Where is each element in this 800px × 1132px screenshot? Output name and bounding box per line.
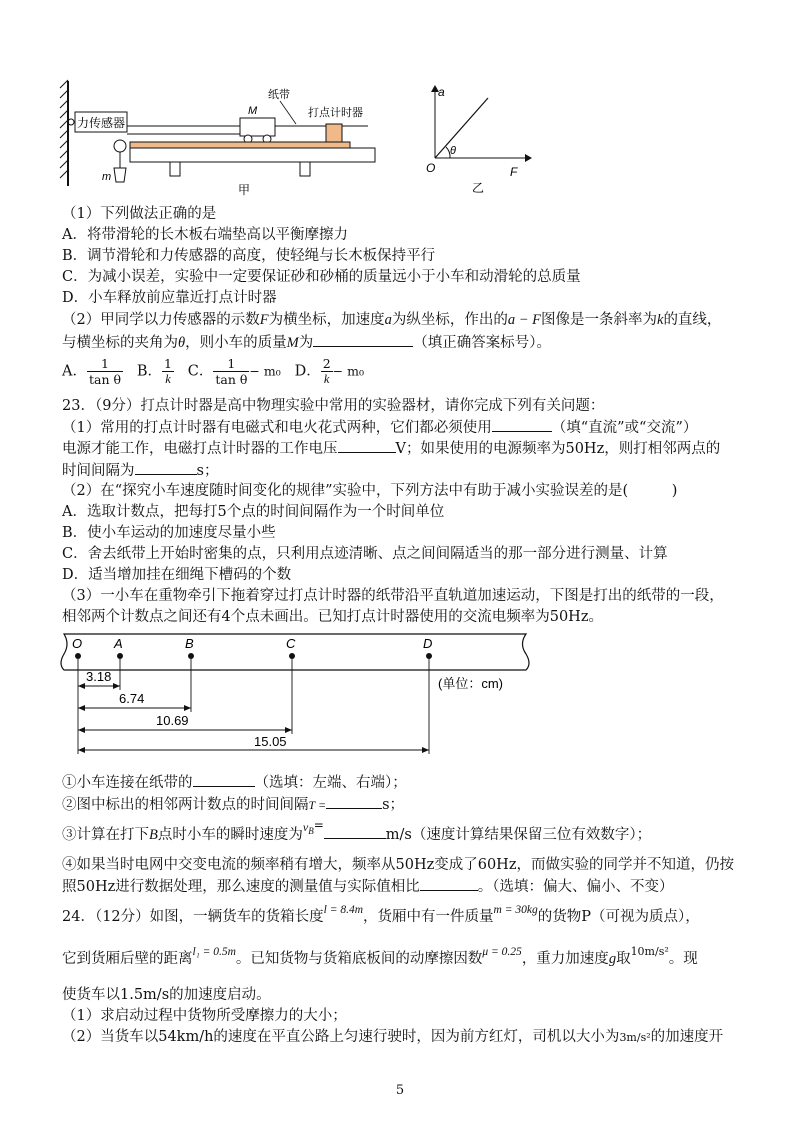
force-sensor-label: 力传感器	[76, 116, 126, 130]
tape-point-d: D	[423, 636, 433, 651]
blank-period[interactable]	[326, 794, 382, 809]
option-d-fraction: $\frac{2}{k}$	[322, 356, 331, 386]
cart	[240, 118, 275, 136]
q24-part1: （1）求启动过程中货物所受摩擦力的大小；	[62, 1008, 347, 1024]
tape-dist-od: 15.05	[254, 734, 287, 749]
figure-jia	[58, 76, 388, 201]
tape-point-c: C	[286, 636, 296, 651]
q23-part1-line3: 时间间隔为 s；	[62, 460, 218, 481]
q23-sub4-line2: 照50Hz进行数据处理，那么速度的测量值与实际值相比 。（选填：偏大、偏小、不变）	[62, 876, 673, 897]
blank-voltage[interactable]	[338, 438, 396, 453]
page-number: 5	[395, 1083, 405, 1098]
q22-part2-line2: 与横坐标的夹角为θ，则小车的质量M为 （填正确答案标号）。	[62, 332, 551, 353]
figure-yi	[420, 80, 540, 200]
tape-dist-oa: 3.18	[86, 669, 112, 684]
option-a-fraction: $\frac{1}{\text{tan θ}}$	[88, 356, 122, 387]
tape-dist-oc: 10.69	[156, 713, 189, 728]
q23-part2-d: D．适当增加挂在细绳下槽码的个数	[62, 567, 292, 583]
q22-option-d: D．小车释放前应靠近打点计时器	[62, 290, 277, 306]
q23-part3-line2: 相邻两个计数点之间还有4个点未画出。已知打点计时器使用的交流电频率为50Hz。	[62, 609, 603, 625]
tape-point-a: A	[114, 636, 123, 651]
paper-tape-figure	[56, 628, 536, 756]
y-axis-label: a	[438, 85, 445, 99]
tape-unit: (单位：cm)	[438, 676, 503, 691]
angle-label: θ	[450, 145, 456, 157]
q22-option-b: B．调节滑轮和力传感器的高度，使轻绳与长木板保持平行	[62, 248, 436, 264]
figure-yi-caption: 乙	[472, 181, 485, 195]
blank-tape-end[interactable]	[193, 772, 255, 787]
answer-blank[interactable]	[313, 332, 413, 347]
tape-point-o: O	[72, 636, 83, 651]
q23-part1-line1: （1）常用的打点计时器有电磁式和电火花式两种，它们都必须使用 （填“直流”或“交流”）	[62, 417, 697, 438]
q23-sub4-line1: ④如果当时电网中交变电流的频率稍有增大，频率从50Hz变成了60Hz，而做实验的同学并不知道，仍按	[62, 857, 734, 873]
q22-part1: （1）下列做法正确的是	[62, 206, 217, 222]
q24-line1: 24．（12分）如图，一辆货车的货箱长度$^{l = 8.4m}$，货厢中有一件质量$^{m = 30kg}$的货物P（可视为质点），	[62, 904, 700, 925]
cart-label: M	[248, 105, 258, 117]
q23-sub1: ①小车连接在纸带的 （选填：左端、右端）；	[62, 772, 407, 793]
paper-label: 纸带	[268, 89, 290, 101]
q22-option-a: A．将带滑轮的长木板右端垫高以平衡摩擦力	[62, 227, 348, 243]
q22-option-c: C．为减小误差，实验中一定要保证砂和砂桶的质量远小于小车和动滑轮的总质量	[62, 269, 581, 285]
q23-part3-line1: （3）一小车在重物牵引下拖着穿过打点计时器的纸带沿平直轨道加速运动，下图是打出的纸带的一段，	[62, 588, 724, 604]
q23-sub3: ③计算在打下B点时小车的瞬时速度为$^{vB=}$m/s（速度计算结果保留三位有效数字）；	[62, 818, 652, 843]
q22-part2-line1: （2）甲同学以力传感器的示数F为横坐标，加速度a为纵坐标，作出的a − F图像是一条斜率为k的直线，	[62, 312, 722, 328]
blank-velocity[interactable]	[324, 824, 386, 839]
x-axis-label: F	[510, 165, 518, 179]
q23-heading: 23．（9分）打点计时器是高中物理实验中常用的实验器材，请你完成下列有关问题：	[62, 398, 605, 414]
q23-part1-line2: 电源才能工作，电磁打点计时器的工作电压 V；如果使用的电源频率为50Hz，则打相邻两点的	[62, 438, 720, 459]
q23-sub2: ②图中标出的相邻两计数点的时间间隔T = s；	[62, 794, 404, 815]
blank-ac-dc[interactable]	[492, 417, 552, 432]
q24-part2: （2）当货车以54km/h的速度在平直公路上匀速行驶时，因为前方红灯，司机以大小为3m/s²的加速度开	[62, 1029, 724, 1045]
q22-choices: A． $\frac{1}{\text{tan θ}}$ B． $\frac{1}{k}$ C． $\frac{1}{\text{tan θ}}$ − m₀ D． $\frac{2}{k}$ − m₀	[62, 356, 364, 387]
tape-dist-ob: 6.74	[119, 691, 145, 706]
q23-part2-c: C．舍去纸带上开始时密集的点，只利用点迹清晰、点之间间隔适当的那一部分进行测量、计算	[62, 546, 668, 562]
tape-point-b: B	[185, 636, 194, 651]
q24-line2: 它到货厢后壁的距离$^{l_1 = 0.5m}$。已知货物与货箱底板间的动摩擦因数$^{\mu = 0.25}$，重力加速度g取$^{10m/s^2}$。现	[62, 945, 698, 967]
blank-comparison[interactable]	[420, 876, 478, 891]
timer-label: 打点计时器	[308, 107, 363, 119]
option-b-fraction: $\frac{1}{k}$	[164, 356, 172, 386]
blank-interval[interactable]	[135, 460, 197, 475]
q23-part2-b: B．使小车运动的加速度尽量小些	[62, 525, 276, 541]
q23-part2: （2）在“探究小车速度随时间变化的规律”实验中，下列方法中有助于减小实验误差的是( )	[62, 483, 678, 499]
origin-label: O	[426, 161, 436, 175]
option-c-fraction: $\frac{1}{\text{tan θ}}$	[215, 356, 248, 387]
mass-label: m	[102, 171, 112, 183]
figure-jia-caption: 甲	[238, 183, 251, 197]
q23-part2-a: A．选取计数点，把每打5个点的时间间隔作为一个时间单位	[62, 504, 445, 520]
q24-line3: 使货车以1.5m/s的加速度启动。	[62, 987, 271, 1003]
a-F-line	[435, 98, 488, 158]
